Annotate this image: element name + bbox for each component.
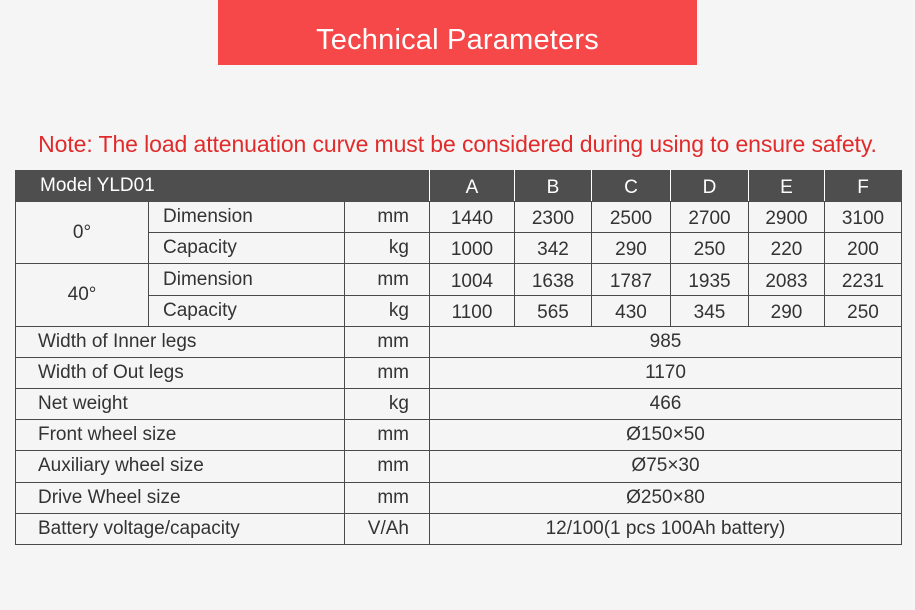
col-header-e: E — [749, 171, 825, 202]
model-label: Model YLD01 — [16, 171, 430, 202]
cell-value: 2700 — [671, 202, 749, 233]
cell-value: 12/100(1 pcs 100Ah battery) — [430, 513, 902, 544]
cell-value: 985 — [430, 326, 902, 357]
row-label: Capacity — [149, 295, 345, 326]
cell-value: 2500 — [592, 202, 671, 233]
safety-note: Note: The load attenuation curve must be considered during using to ensure safety. — [38, 131, 877, 157]
row-label: Capacity — [149, 233, 345, 264]
table-row — [16, 202, 902, 233]
row-label: Auxiliary wheel size — [16, 451, 345, 482]
row-unit: V/Ah — [345, 513, 430, 544]
cell-value: 1100 — [430, 295, 515, 326]
cell-value: 250 — [825, 295, 902, 326]
table-row — [16, 326, 902, 357]
cell-value: 1004 — [430, 264, 515, 295]
row-unit: mm — [345, 264, 430, 295]
cell-value: 290 — [749, 295, 825, 326]
cell-value: 430 — [592, 295, 671, 326]
section-banner — [218, 0, 697, 65]
cell-value: 466 — [430, 389, 902, 420]
cell-value: 220 — [749, 233, 825, 264]
col-header-b: B — [515, 171, 592, 202]
header-row — [16, 171, 902, 202]
cell-value: 1787 — [592, 264, 671, 295]
cell-value: 1440 — [430, 202, 515, 233]
cell-value: 1000 — [430, 233, 515, 264]
cell-value: 2231 — [825, 264, 902, 295]
cell-value: 250 — [671, 233, 749, 264]
table-row — [16, 233, 902, 264]
cell-value: Ø250×80 — [430, 482, 902, 513]
table-row — [16, 513, 902, 544]
table-row — [16, 451, 902, 482]
cell-value: 345 — [671, 295, 749, 326]
row-label: Front wheel size — [16, 420, 345, 451]
col-header-a: A — [430, 171, 515, 202]
cell-value: 342 — [515, 233, 592, 264]
table-row — [16, 389, 902, 420]
cell-value: Ø75×30 — [430, 451, 902, 482]
cell-value: 290 — [592, 233, 671, 264]
cell-value: Ø150×50 — [430, 420, 902, 451]
row-unit: kg — [345, 295, 430, 326]
table-row — [16, 420, 902, 451]
cell-value: 2083 — [749, 264, 825, 295]
table-row — [16, 264, 902, 295]
row-label: Dimension — [149, 264, 345, 295]
table-row — [16, 295, 902, 326]
row-label: Width of Out legs — [16, 357, 345, 388]
cell-value: 2900 — [749, 202, 825, 233]
row-unit: mm — [345, 482, 430, 513]
col-header-f: F — [825, 171, 902, 202]
row-label: Battery voltage/capacity — [16, 513, 345, 544]
row-unit: kg — [345, 389, 430, 420]
cell-value: 1170 — [430, 357, 902, 388]
table-row — [16, 482, 902, 513]
spec-table — [15, 170, 902, 545]
row-unit: kg — [345, 233, 430, 264]
row-unit: mm — [345, 420, 430, 451]
angle-40-label: 40° — [16, 264, 149, 326]
col-header-d: D — [671, 171, 749, 202]
angle-0-label: 0° — [16, 202, 149, 264]
row-label: Drive Wheel size — [16, 482, 345, 513]
cell-value: 200 — [825, 233, 902, 264]
row-unit: mm — [345, 451, 430, 482]
table-row — [16, 357, 902, 388]
col-header-c: C — [592, 171, 671, 202]
row-unit: mm — [345, 326, 430, 357]
row-label: Dimension — [149, 202, 345, 233]
cell-value: 1935 — [671, 264, 749, 295]
row-unit: mm — [345, 202, 430, 233]
cell-value: 565 — [515, 295, 592, 326]
cell-value: 2300 — [515, 202, 592, 233]
row-unit: mm — [345, 357, 430, 388]
banner-title: Technical Parameters — [316, 24, 599, 56]
row-label: Width of Inner legs — [16, 326, 345, 357]
row-label: Net weight — [16, 389, 345, 420]
cell-value: 3100 — [825, 202, 902, 233]
cell-value: 1638 — [515, 264, 592, 295]
